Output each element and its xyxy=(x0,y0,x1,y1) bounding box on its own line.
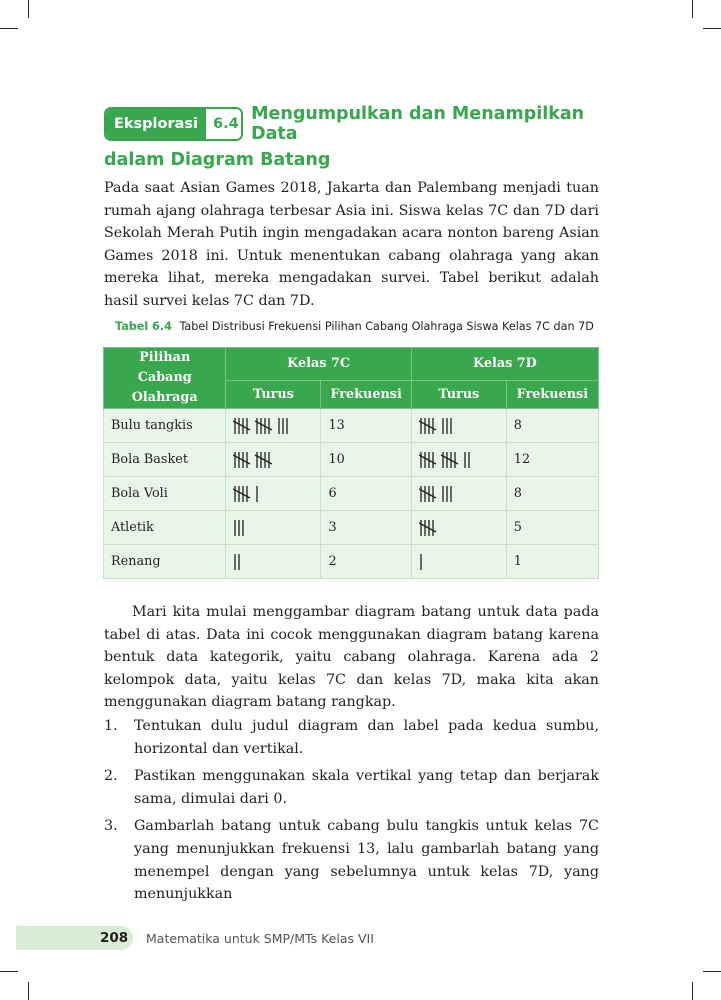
tally-icon xyxy=(233,449,313,471)
tally-icon xyxy=(419,517,499,539)
tally-marks-7d xyxy=(411,511,506,545)
list-item xyxy=(104,765,599,810)
tally-icon xyxy=(419,415,499,437)
table-row xyxy=(104,477,599,511)
table-row xyxy=(104,409,599,443)
step-number: 2. xyxy=(104,768,118,785)
header-sport-choice: Pilihan Cabang Olahraga xyxy=(104,348,226,409)
frequency-7d: 12 xyxy=(506,443,598,477)
tally-marks-7c xyxy=(226,545,321,579)
tally-marks-7d xyxy=(411,545,506,579)
frequency-7c: 10 xyxy=(321,443,411,477)
table-caption xyxy=(115,320,594,333)
page-number: 208 xyxy=(100,930,129,946)
crop-mark xyxy=(0,971,18,972)
header-tally-7d: Turus xyxy=(411,380,506,408)
frequency-table xyxy=(103,347,599,579)
tally-marks-7c xyxy=(226,409,321,443)
intro-paragraph: Pada saat Asian Games 2018, Jakarta dan Palembang menjadi tuan rumah ajang olahraga terbesar Asia ini. Siswa kelas 7C dan 7D dari Sekolah Merah Putih ingin mengadakan acara nonton bareng Asian Games 2018 ini. Untuk menentukan cabang olahraga yang akan mereka lihat, mereka mengadakan survei. Tabel berikut adalah hasil survei kelas 7C dan 7D. xyxy=(104,180,599,309)
frequency-7c: 6 xyxy=(321,477,411,511)
badge-label: Eksplorasi xyxy=(106,109,206,139)
step-text: Tentukan dulu judul diagram dan label pada kedua sumbu, horizontal dan vertikal. xyxy=(134,718,599,757)
table-caption-text: Tabel Distribusi Frekuensi Pilihan Cabang Olahraga Siswa Kelas 7C dan 7D xyxy=(179,320,594,333)
step-text: Pastikan menggunakan skala vertikal yang tetap dan berjarak sama, dimulai dari 0. xyxy=(134,768,599,807)
frequency-7c: 13 xyxy=(321,409,411,443)
sport-name: Atletik xyxy=(104,511,226,545)
tally-icon xyxy=(419,449,499,471)
crop-mark xyxy=(28,982,29,1000)
tally-marks-7d xyxy=(411,409,506,443)
list-item xyxy=(104,715,599,760)
sport-name: Bola Voli xyxy=(104,477,226,511)
table-caption-number: Tabel 6.4 xyxy=(115,320,172,333)
list-item xyxy=(104,815,599,905)
header-frequency-7c: Frekuensi xyxy=(321,380,411,408)
step-text: Gambarlah batang untuk cabang bulu tangkis untuk kelas 7C yang menunjukkan frekuensi 13, lalu gambarlah batang yang menempel dengan yang sebelumnya untuk kelas 7D, yang menunjukkan xyxy=(134,818,599,903)
crop-mark xyxy=(28,0,29,18)
tally-icon xyxy=(233,551,313,573)
crop-mark xyxy=(692,982,693,1000)
crop-mark xyxy=(692,0,693,18)
step-number: 3. xyxy=(104,818,118,835)
table-row xyxy=(104,443,599,477)
tally-icon xyxy=(419,483,499,505)
tally-marks-7d xyxy=(411,443,506,477)
tally-marks-7c xyxy=(226,511,321,545)
crop-mark xyxy=(0,28,18,29)
explanation-paragraph: Mari kita mulai menggambar diagram batang untuk data pada tabel di atas. Data ini cocok menggunakan diagram batang karena bentuk data kategorik, yaitu cabang olahraga. Karena ada 2 kelompok data, yaitu kelas 7C dan kelas 7D, maka kita akan menggunakan diagram batang rangkap. xyxy=(104,604,599,711)
badge-number: 6.4 xyxy=(206,109,243,139)
frequency-7d: 5 xyxy=(506,511,598,545)
frequency-7c: 2 xyxy=(321,545,411,579)
steps-list xyxy=(104,715,599,911)
tally-marks-7c xyxy=(226,477,321,511)
tally-icon xyxy=(233,483,313,505)
header-frequency-7d: Frekuensi xyxy=(506,380,598,408)
table-row xyxy=(104,511,599,545)
frequency-7d: 1 xyxy=(506,545,598,579)
section-title-line1: Mengumpulkan dan Menampilkan Data xyxy=(251,104,585,144)
frequency-7d: 8 xyxy=(506,409,598,443)
tally-icon xyxy=(233,415,313,437)
tally-icon xyxy=(233,517,313,539)
frequency-7d: 8 xyxy=(506,477,598,511)
crop-mark xyxy=(703,971,721,972)
sport-name: Bulu tangkis xyxy=(104,409,226,443)
crop-mark xyxy=(703,28,721,29)
book-title: Matematika untuk SMP/MTs Kelas VII xyxy=(146,931,374,946)
section-title-line2: dalam Diagram Batang xyxy=(104,150,331,170)
header-class-7d: Kelas 7D xyxy=(411,348,598,381)
frequency-7c: 3 xyxy=(321,511,411,545)
header-class-7c: Kelas 7C xyxy=(226,348,411,381)
sport-name: Renang xyxy=(104,545,226,579)
section-heading xyxy=(104,104,624,170)
exploration-badge xyxy=(104,107,243,141)
tally-marks-7d xyxy=(411,477,506,511)
header-tally-7c: Turus xyxy=(226,380,321,408)
sport-name: Bola Basket xyxy=(104,443,226,477)
step-number: 1. xyxy=(104,718,118,734)
tally-marks-7c xyxy=(226,443,321,477)
tally-icon xyxy=(419,551,499,573)
table-row xyxy=(104,545,599,579)
